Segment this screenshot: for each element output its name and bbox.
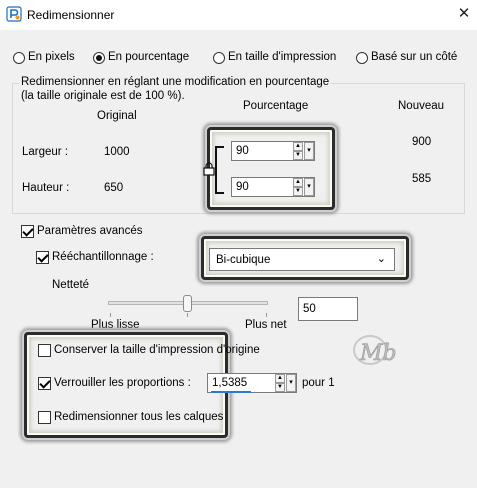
radio-one-side-label[interactable]: Basé sur un côté: [371, 51, 458, 63]
group-description-line1: Redimensionner en réglant une modification en pourcentage: [21, 76, 330, 88]
sharpness-slider-thumb[interactable]: [183, 295, 192, 312]
ratio-suffix: pour 1: [302, 377, 335, 389]
window-title: Redimensionner: [27, 8, 115, 22]
resample-select[interactable]: [209, 248, 395, 271]
watermark-text: Mb: [360, 341, 397, 366]
advanced-settings-checkbox[interactable]: [21, 225, 34, 238]
ratio-dropdown-button[interactable]: ▾: [286, 374, 296, 392]
ratio-input[interactable]: [207, 373, 297, 393]
width-spin-up[interactable]: ▲: [293, 142, 303, 151]
radio-pixels[interactable]: [13, 52, 25, 64]
radio-one-side[interactable]: [356, 52, 368, 64]
ratio-focus-underline: [211, 391, 251, 393]
radio-percentage[interactable]: [93, 52, 105, 64]
keep-print-size-checkbox[interactable]: [38, 344, 51, 357]
percentage-highlight-frame: [207, 127, 335, 210]
resample-checkbox[interactable]: [36, 251, 49, 264]
lock-icon[interactable]: [203, 162, 215, 176]
slider-min-label: Plus lisse: [91, 319, 140, 331]
lock-ratio-checkbox[interactable]: [38, 377, 51, 390]
watermark-logo: [350, 330, 430, 370]
height-dropdown-button[interactable]: ▾: [304, 178, 314, 196]
height-percent-input[interactable]: [231, 177, 315, 197]
radio-print-size-label[interactable]: En taille d'impression: [228, 51, 337, 63]
group-description-line2: (la taille originale est de 100 %).: [21, 90, 185, 102]
sharpness-value: 50: [303, 303, 316, 315]
height-new: 585: [412, 173, 432, 185]
radio-pixels-label[interactable]: En pixels: [28, 51, 75, 63]
ratio-spin-up[interactable]: ▲: [275, 374, 285, 383]
width-percent-input[interactable]: [231, 141, 315, 161]
column-original: Original: [97, 110, 137, 122]
width-new: 900: [412, 136, 432, 148]
slider-tick: [110, 313, 111, 317]
width-dropdown-button[interactable]: ▾: [304, 142, 314, 160]
chevron-down-icon: ⌄: [376, 253, 386, 265]
height-original: 650: [104, 182, 124, 194]
radio-print-size[interactable]: [213, 52, 225, 64]
column-new: Nouveau: [398, 100, 445, 112]
lock-ratio-label[interactable]: Verrouiller les proportions :: [54, 377, 191, 389]
sharpness-input[interactable]: [298, 297, 358, 321]
resample-label[interactable]: Rééchantillonnage :: [52, 251, 154, 263]
slider-tick: [187, 313, 188, 317]
resample-select-value: Bi-cubique: [216, 254, 271, 266]
height-spin-up[interactable]: ▲: [293, 178, 303, 187]
width-percent-value: 90: [236, 145, 249, 157]
keep-print-size-label[interactable]: Conserver la taille d'impression d'origine: [54, 344, 260, 356]
app-icon: [6, 6, 22, 22]
height-percent-value: 90: [236, 181, 249, 193]
slider-max-label: Plus net: [245, 319, 287, 331]
column-percentage: Pourcentage: [243, 100, 309, 112]
width-label: Largeur :: [22, 146, 69, 158]
width-original: 1000: [104, 146, 130, 158]
sharpness-label: Netteté: [52, 279, 90, 291]
resize-all-layers-checkbox[interactable]: [38, 411, 51, 424]
height-label: Hauteur :: [22, 182, 70, 194]
height-spin-down[interactable]: ▼: [293, 187, 303, 196]
slider-tick: [266, 313, 267, 317]
close-button[interactable]: ✕: [457, 5, 471, 22]
advanced-settings-label[interactable]: Paramètres avancés: [37, 225, 143, 237]
resize-all-layers-label[interactable]: Redimensionner tous les calques: [54, 411, 224, 423]
ratio-value: 1,5385: [212, 377, 248, 389]
ratio-spin-down[interactable]: ▼: [275, 383, 285, 392]
width-spin-down[interactable]: ▼: [293, 151, 303, 160]
radio-percentage-label[interactable]: En pourcentage: [108, 51, 190, 63]
